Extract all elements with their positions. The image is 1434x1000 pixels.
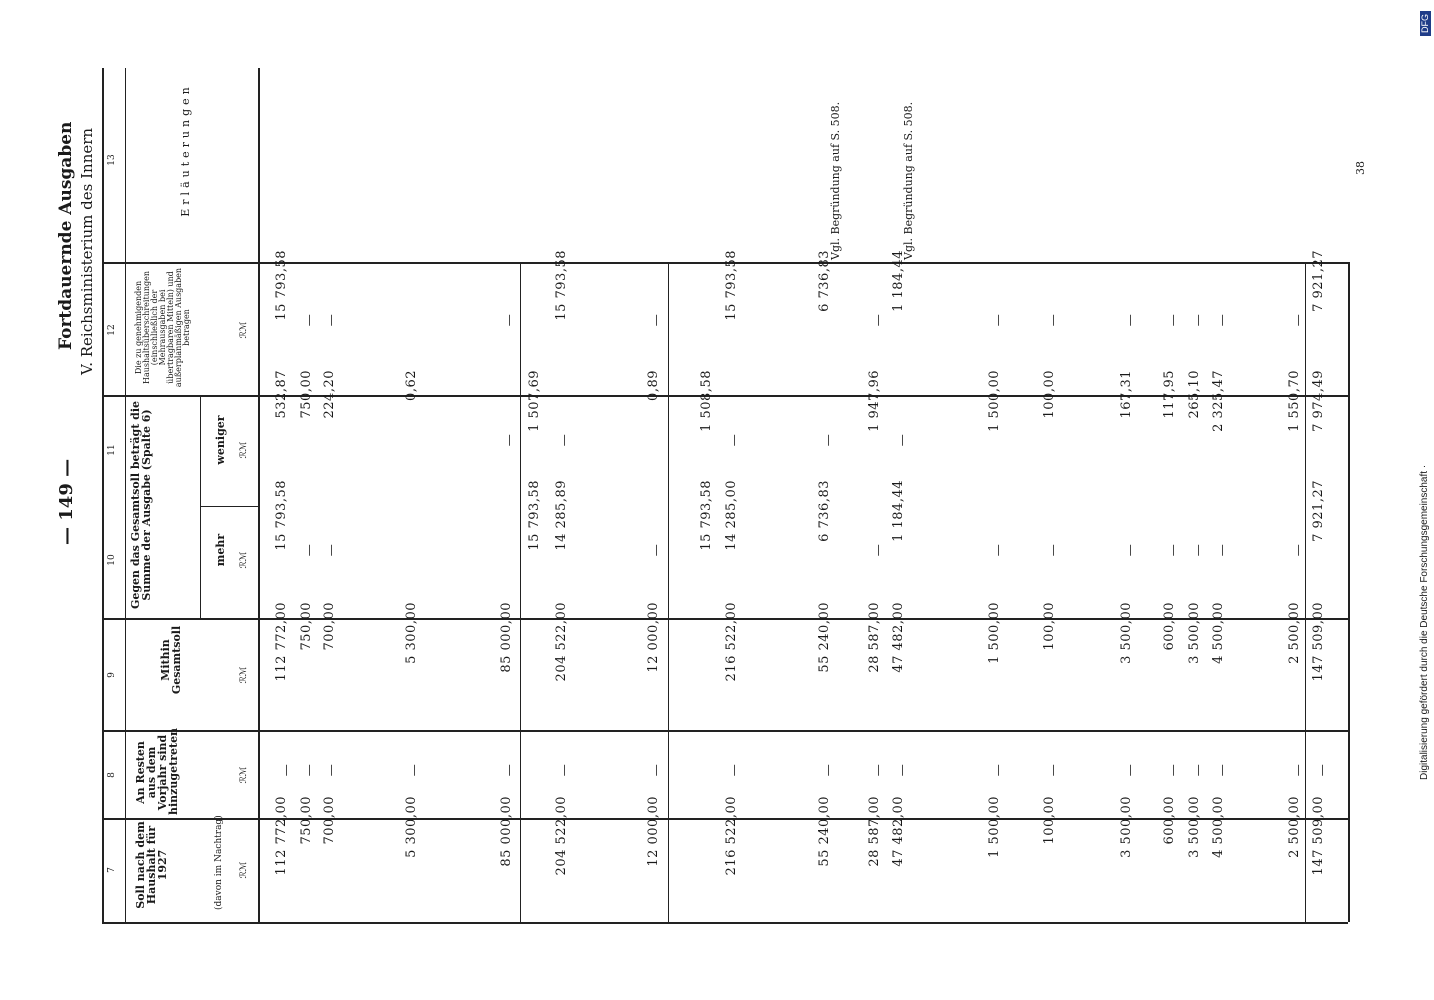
c11-total: 7 974,49	[1311, 370, 1326, 432]
c10-r8: 14 285,00	[724, 480, 739, 551]
c12-r15: —	[1166, 313, 1180, 327]
col-number-11: 11	[107, 444, 117, 456]
c10-r7: —	[649, 543, 663, 557]
col-header-7: Soll nach dem Haushalt für 1927	[134, 821, 169, 909]
c7-total: 147 509,00	[1311, 796, 1326, 876]
c11-r11: —	[895, 433, 909, 447]
col-header-10: mehr	[214, 533, 227, 567]
c12-total: 7 921,27	[1311, 250, 1326, 312]
c11-r17: 2 325,47	[1211, 370, 1226, 432]
c8-r6: —	[557, 763, 571, 777]
col-header-13: Erläuterungen	[179, 83, 192, 217]
c7-r2: 750,00	[299, 796, 314, 845]
col-sep-10-mid	[200, 506, 258, 507]
c11-r15: 117,95	[1162, 370, 1177, 419]
c9-r17: 4 500,00	[1211, 602, 1226, 664]
c12-r13: —	[1046, 313, 1060, 327]
c8-r4: —	[407, 763, 421, 777]
c12-r8: 15 793,58	[724, 250, 739, 321]
col-number-13: 13	[107, 154, 117, 166]
c8-r1: —	[279, 763, 293, 777]
unit-9: ℛℳ	[239, 666, 249, 684]
c7-r13: 100,00	[1042, 796, 1057, 845]
c12-r14: —	[1123, 313, 1137, 327]
section-line-1	[520, 262, 521, 922]
c8-r7: —	[649, 763, 663, 777]
c10-r16: —	[1191, 543, 1205, 557]
c7-r3: 700,00	[322, 796, 337, 845]
c7-r5: 85 000,00	[499, 796, 514, 867]
page-subtitle: V. Reichsministerium des Innern	[78, 127, 96, 375]
page-title: Fortdauernde Ausgaben	[56, 121, 76, 350]
c7-r4: 5 300,00	[404, 796, 419, 858]
c10-r2: —	[302, 543, 316, 557]
c10-r15: —	[1166, 543, 1180, 557]
col-header-9: Mithin Gesamtsoll	[159, 625, 183, 695]
c12-r18: —	[1291, 313, 1305, 327]
c13-note-1: Vgl. Begründung auf S. 508.	[829, 101, 842, 260]
c10-r12: —	[991, 543, 1005, 557]
c9-r13: 100,00	[1042, 602, 1057, 651]
c10-r5: 15 793,58	[527, 480, 542, 551]
c7-r16: 3 500,00	[1187, 796, 1202, 858]
c11-r2: 750,00	[299, 370, 314, 419]
c12-r16: —	[1191, 313, 1205, 327]
c12-r12: —	[991, 313, 1005, 327]
c11-r9: —	[821, 433, 835, 447]
c9-r14: 3 500,00	[1119, 602, 1134, 664]
c8-r8: —	[727, 763, 741, 777]
col-header-12: Die zu genehmigenden Haushaltsüberschreitungen (einschließlich der Mehrausgaben bei übertragbaren Mitteln) und außerplanmäßigen Ausgaben betragen	[134, 267, 191, 388]
col-header-11: weniger	[214, 415, 227, 465]
c11-r5: —	[502, 433, 516, 447]
c12-r7: —	[649, 313, 663, 327]
c10-r6: 14 285,89	[554, 480, 569, 551]
total-separator	[1305, 262, 1306, 922]
c7-r10: 28 587,00	[867, 796, 882, 867]
c12-r6: 15 793,58	[554, 250, 569, 321]
c11-r7: 0,89	[646, 370, 661, 401]
c7-r17: 4 500,00	[1211, 796, 1226, 858]
section-line-2	[668, 262, 669, 922]
col-number-8: 8	[107, 772, 117, 778]
header-body-separator	[258, 68, 260, 923]
c9-r3: 700,00	[322, 602, 337, 651]
c10-r14: —	[1123, 543, 1137, 557]
unit-11: ℛℳ	[239, 441, 249, 459]
c13-note-2: Vgl. Begründung auf S. 508.	[902, 101, 915, 260]
page-number: — 149 —	[56, 458, 77, 545]
unit-12: ℛℳ	[239, 321, 249, 339]
c11-r3: 224,20	[322, 370, 337, 419]
c7-r1: 112 772,00	[274, 796, 289, 876]
c7-r11: 47 482,00	[891, 796, 906, 867]
c12-r2: —	[302, 313, 316, 327]
c10-total: 7 921,27	[1311, 480, 1326, 542]
c8-r5: —	[502, 763, 516, 777]
c8-r14: —	[1123, 763, 1137, 777]
col-header-8: An Resten aus dem Vorjahr sind hinzugetreten	[134, 727, 180, 815]
c7-r15: 600,00	[1162, 796, 1177, 845]
c8-r15: —	[1166, 763, 1180, 777]
c9-r6: 204 522,00	[554, 602, 569, 682]
c9-r11: 47 482,00	[891, 602, 906, 673]
c8-r2: —	[302, 763, 316, 777]
c11-r5b: 1 507,69	[527, 370, 542, 432]
c8-r11: —	[895, 763, 909, 777]
c8-r17: —	[1215, 763, 1229, 777]
unit-10: ℛℳ	[239, 551, 249, 569]
c10-r8a: 15 793,58	[699, 480, 714, 551]
c7-r8: 216 522,00	[724, 796, 739, 876]
c9-r2: 750,00	[299, 602, 314, 651]
c11-r1: 532,87	[274, 370, 289, 419]
c8-r9: —	[821, 763, 835, 777]
col-number-12: 12	[107, 324, 117, 336]
c10-r10: —	[871, 543, 885, 557]
c8-r16: —	[1191, 763, 1205, 777]
c9-r15: 600,00	[1162, 602, 1177, 651]
sheet-number: 38	[1354, 161, 1367, 175]
c12-r10: —	[871, 313, 885, 327]
unit-8: ℛℳ	[239, 766, 249, 784]
c12-r3: —	[324, 313, 338, 327]
c10-r1: 15 793,58	[274, 480, 289, 551]
c10-r18: —	[1291, 543, 1305, 557]
c11-r8a: 1 508,58	[699, 370, 714, 432]
c9-r7: 12 000,00	[646, 602, 661, 673]
c7-r7: 12 000,00	[646, 796, 661, 867]
c12-r5: —	[502, 313, 516, 327]
unit-7: ℛℳ	[239, 861, 249, 879]
c7-r18: 2 500,00	[1287, 796, 1302, 858]
c10-r11: 1 184,44	[891, 480, 906, 542]
c9-r4: 5 300,00	[404, 602, 419, 664]
table-edge-left	[102, 922, 1348, 924]
c11-r8: —	[727, 433, 741, 447]
c11-r16: 265,10	[1187, 370, 1202, 419]
col-header-7-sub: (davon im Nachtrag)	[214, 815, 224, 910]
col-number-9: 9	[107, 672, 117, 678]
c10-r9: 6 736,83	[817, 480, 832, 542]
col10-11-group-line	[200, 395, 201, 618]
col-number-10: 10	[107, 554, 117, 566]
footer-note: Digitalisierung gefördert durch die Deutsche Forschungsgemeinschaft ·	[1419, 464, 1430, 780]
c7-r12: 1 500,00	[987, 796, 1002, 858]
c10-r13: —	[1046, 543, 1060, 557]
c9-r8: 216 522,00	[724, 602, 739, 682]
c11-r18: 1 550,70	[1287, 370, 1302, 432]
c8-total: —	[1315, 763, 1329, 777]
col-sep-8-9	[102, 730, 1348, 732]
c10-r17: —	[1215, 543, 1229, 557]
c11-r4: 0,62	[404, 370, 419, 401]
c9-r18: 2 500,00	[1287, 602, 1302, 664]
c12-r11: 1 184,44	[891, 250, 906, 312]
c12-r17: —	[1215, 313, 1229, 327]
c9-r5: 85 000,00	[499, 602, 514, 673]
header-separator-numbers	[125, 68, 126, 923]
c11-r14: 167,31	[1119, 370, 1134, 419]
c9-total: 147 509,00	[1311, 602, 1326, 682]
c12-r9: 6 736,83	[817, 250, 832, 312]
c7-r6: 204 522,00	[554, 796, 569, 876]
dfg-logo: DFG	[1420, 11, 1431, 36]
c8-r13: —	[1046, 763, 1060, 777]
c8-r3: —	[324, 763, 338, 777]
c10-r3: —	[324, 543, 338, 557]
c9-r12: 1 500,00	[987, 602, 1002, 664]
c7-r14: 3 500,00	[1119, 796, 1134, 858]
c11-r10: 1 947,96	[867, 370, 882, 432]
c9-r9: 55 240,00	[817, 602, 832, 673]
c9-r1: 112 772,00	[274, 602, 289, 682]
c11-r6: —	[557, 433, 571, 447]
c12-r1: 15 793,58	[274, 250, 289, 321]
table-border-bottom	[1348, 262, 1350, 922]
c9-r10: 28 587,00	[867, 602, 882, 673]
c7-r9: 55 240,00	[817, 796, 832, 867]
table-border-top	[102, 68, 104, 923]
col-number-7: 7	[107, 867, 117, 873]
col-header-10-group: Gegen das Gesamtsoll beträgt die Summe der Ausgabe (Spalte 6)	[129, 400, 153, 610]
c8-r18: —	[1291, 763, 1305, 777]
c8-r10: —	[871, 763, 885, 777]
c8-r12: —	[991, 763, 1005, 777]
c11-r12: 1 500,00	[987, 370, 1002, 432]
c9-r16: 3 500,00	[1187, 602, 1202, 664]
c11-r13: 100,00	[1042, 370, 1057, 419]
